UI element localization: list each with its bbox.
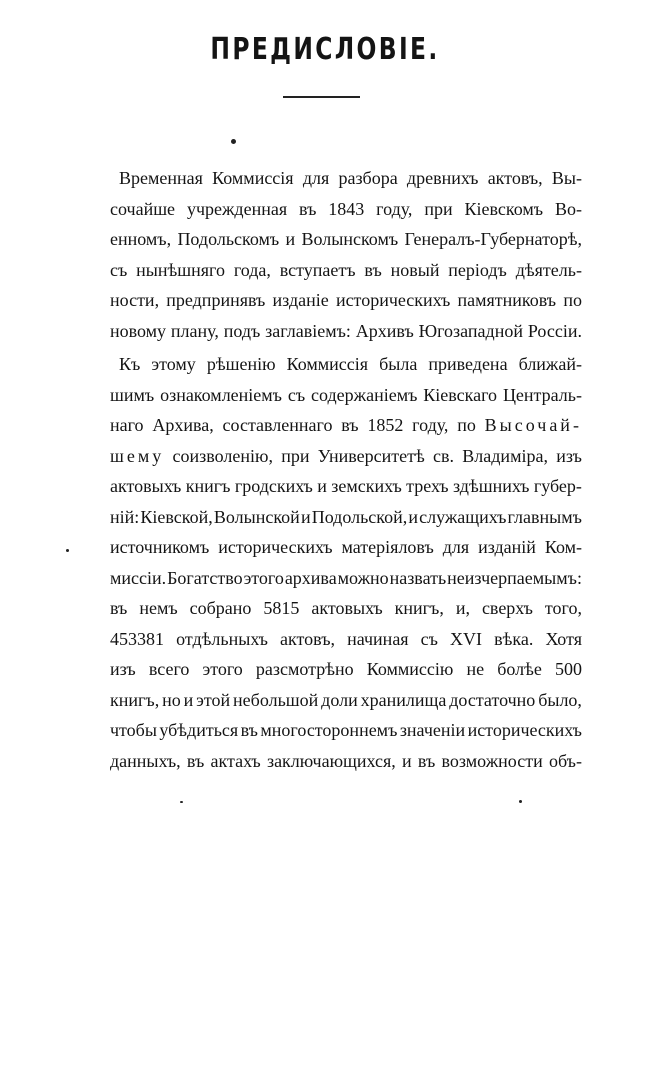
word: актовъ, [280,628,336,649]
word: разсмотрѣно [255,659,354,679]
word: года, [233,259,271,280]
word: изданіе [272,290,329,310]
text-line [110,502,582,533]
word: въ [240,720,258,740]
word: сочайше [110,198,176,219]
text-line [110,380,582,411]
word: Коммиссію [366,659,454,679]
text-line [110,654,582,685]
word: изданій [478,537,536,557]
word: главнымъ [507,506,582,527]
word: плану, [170,320,219,341]
word: съ [110,259,128,280]
word: предпринявъ [166,290,266,310]
text-line [110,746,582,777]
word: было, [538,689,582,710]
word: служащихъ [419,506,507,527]
word: шимъ [110,384,155,405]
word: составленнаго [222,415,333,435]
word: 5815 [263,598,300,618]
text-line [110,685,582,716]
word: Богатство [167,567,243,588]
word: памятниковъ [457,290,557,310]
word: 1852 [367,415,404,435]
word: здѣшнихъ [453,476,530,496]
word: данныхъ, [110,750,181,771]
word: Архивъ [355,320,414,341]
word: актахъ [210,750,261,771]
text-line [110,593,582,624]
text-line [110,410,582,441]
word: книгъ [185,476,231,496]
word: отдѣльныхъ [176,628,268,649]
word: Подольской, [311,506,408,527]
word: чтобы [110,720,157,740]
word: Высочай- [484,415,582,435]
title-rule [283,96,360,98]
page-title: ПРЕДИСЛОВІЕ. [210,32,440,67]
text-line [110,285,582,316]
print-speck [66,549,69,552]
print-speck [519,800,522,803]
word: земскихъ [331,476,402,496]
text-line [110,316,582,347]
word: въ [341,415,359,435]
word: и [408,506,419,527]
word: хранилища [360,689,447,710]
word: наго [110,415,144,435]
word: Генералъ-Губернаторѣ, [404,229,582,249]
word: и [285,229,296,249]
word: актовыхъ [110,476,182,496]
word: Волынскомъ [301,229,399,249]
word: шему [110,445,165,466]
word: можно [337,567,389,588]
word: подъ [223,320,261,341]
word: при [424,198,453,219]
word: вѣка. [494,628,534,649]
word: ній: [110,506,140,527]
word: 500 [554,659,582,679]
word: Къ [119,354,141,374]
word: дѣятель- [515,259,582,280]
word: Кіевскомъ [464,198,544,219]
word: этого [202,659,243,679]
word: ности, [110,290,160,310]
word: этой [196,689,231,710]
word: убѣдиться [159,720,239,740]
word: но [162,689,181,710]
word: матеріяловъ [341,537,434,557]
word: Владиміра, [462,445,548,466]
paragraph-2 [110,349,582,776]
word: Во- [554,198,582,219]
word: небольшой [233,689,319,710]
word: содержаніемъ [311,384,418,405]
word: трехъ [406,476,449,496]
word: и, [455,598,470,618]
word: и [183,689,194,710]
body-text [110,163,582,776]
word: новый [390,259,440,280]
word: была [379,354,418,374]
word: году, [376,198,413,219]
word: Коммиссія [212,168,294,188]
word: собрано [189,598,252,618]
word: многостороннемъ [260,720,398,740]
word: источникомъ [110,537,210,557]
word: въ [417,750,436,771]
word: ближай- [518,354,582,374]
paragraph-1 [110,163,582,346]
word: Хотя [545,628,582,649]
word: и [402,750,412,771]
word: объ- [548,750,582,771]
print-speck [231,139,236,144]
word: въ [364,259,382,280]
word: болѣе [497,659,542,679]
word: учрежденная [186,198,288,219]
word: и [300,506,311,527]
text-line [110,715,582,746]
word: архива [284,567,337,588]
word: не [466,659,485,679]
word: книгъ, [394,598,444,618]
word: заключающихся, [266,750,396,771]
word: съ [420,628,438,649]
word: при [281,445,310,466]
word: году, [412,415,449,435]
word: возможности [441,750,543,771]
word: губер- [533,476,582,496]
word: для [302,168,330,188]
word: Ком- [544,537,582,557]
word: историческихъ [335,290,451,310]
word: миссіи. [110,567,167,588]
word: Кіевскаго [423,384,498,405]
word: 453381 [110,628,164,649]
word: актовъ, [487,168,543,188]
word: Университетѣ [317,445,425,466]
word: историческихъ [467,720,582,740]
word: съ [287,384,306,405]
text-line [110,194,582,225]
text-line [110,563,582,594]
word: древнихъ [406,168,479,188]
text-line [110,255,582,286]
word: по [563,290,582,310]
word: новому [110,320,167,341]
word: 1843 [328,198,365,219]
word: Волынской [213,506,300,527]
word: этому [151,354,196,374]
word: вступаетъ [279,259,356,280]
word: для [442,537,470,557]
word: неизчерпаемымъ: [447,567,582,588]
word: Коммиссія [286,354,369,374]
word: начиная [347,628,409,649]
word: въ [186,750,205,771]
word: Архива, [152,415,214,435]
word: значеніи [399,720,466,740]
word: Югозападной [418,320,523,341]
text-line [110,471,582,502]
print-speck [180,801,183,803]
word: XVI [450,628,483,649]
word: ознакомленіемъ [160,384,282,405]
word: нынѣшняго [136,259,225,280]
text-line [110,532,582,563]
word: книгъ, [110,689,160,710]
word: въ [110,598,128,618]
word: актовыхъ [311,598,383,618]
text-line [110,624,582,655]
text-line [110,224,582,255]
word: Временная [119,168,203,188]
word: заглавіемъ: [265,320,351,341]
word: сверхъ [481,598,533,618]
word: доли [321,689,358,710]
word: изъ [110,659,136,679]
word: изъ [556,445,582,466]
word: немъ [139,598,178,618]
word: по [457,415,476,435]
word: достаточно [449,689,536,710]
word: соизволенію, [172,445,273,466]
word: историческихъ [218,537,333,557]
word: Кіевской, [140,506,213,527]
word: Централь- [502,384,582,405]
word: того, [544,598,582,618]
word: всего [148,659,190,679]
text-line [110,163,582,194]
word: Вы- [551,168,582,188]
word: гродскихъ [234,476,313,496]
word: этого [243,567,284,588]
word: св. [433,445,455,466]
word: Россіи. [527,320,582,341]
word: въ [299,198,317,219]
word: періодъ [448,259,507,280]
word: назвать [389,567,447,588]
text-line [110,349,582,380]
word: рѣшенію [206,354,276,374]
word: разбора [338,168,398,188]
text-line [110,441,582,472]
word: Подольскомъ [177,229,280,249]
word: приведена [428,354,508,374]
word: и [317,476,327,496]
word: енномъ, [110,229,172,249]
